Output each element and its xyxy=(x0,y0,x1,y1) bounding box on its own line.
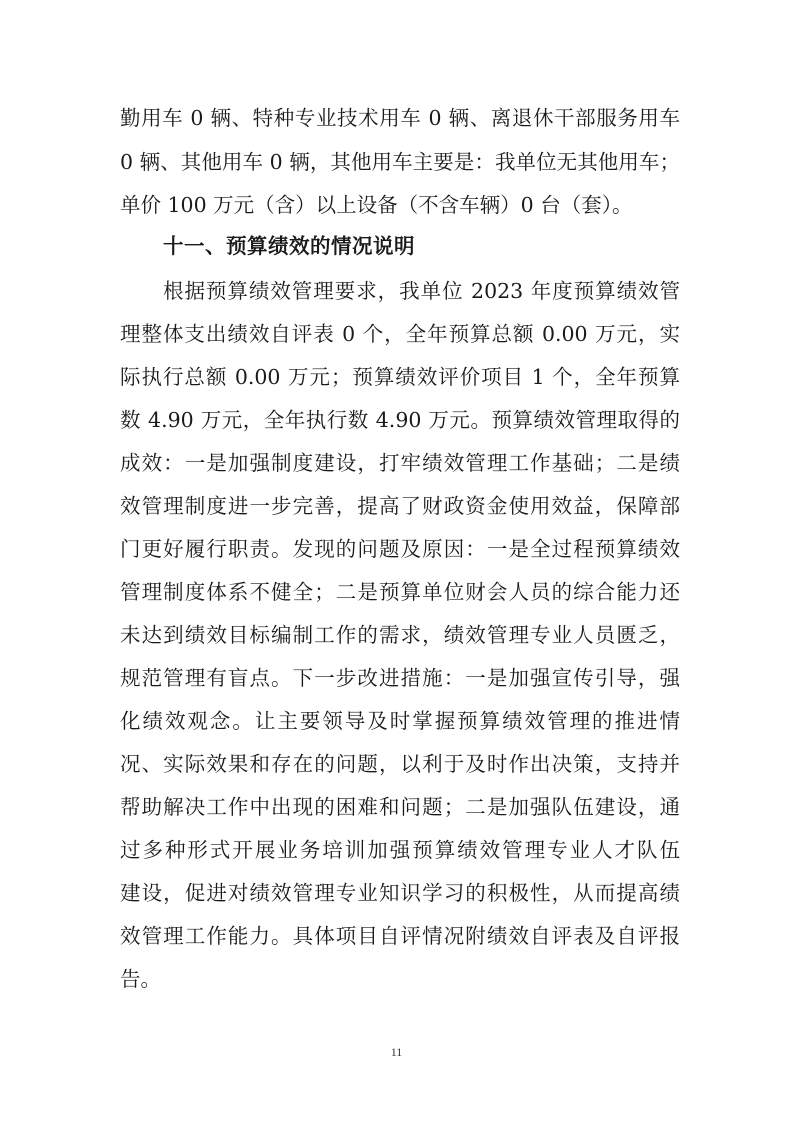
paragraph-line: 帮助解决工作中出现的困难和问题；二是加强队伍建设，通 xyxy=(120,795,680,819)
paragraph-line: 效管理工作能力。具体项目自评情况附绩效自评表及自评报 xyxy=(120,924,680,948)
paragraph-line: 单价 100 万元（含）以上设备（不含车辆）0 台（套）。 xyxy=(120,193,633,217)
paragraph-line: 数 4.90 万元，全年执行数 4.90 万元。预算绩效管理取得的 xyxy=(120,408,680,432)
paragraph-line: 成效：一是加强制度建设，打牢绩效管理工作基础；二是绩 xyxy=(120,451,680,475)
paragraph-line: 理整体支出绩效自评表 0 个，全年预算总额 0.00 万元，实 xyxy=(120,322,680,346)
paragraph-line: 过多种形式开展业务培训加强预算绩效管理专业人才队伍 xyxy=(120,838,680,862)
paragraph-line: 际执行总额 0.00 万元；预算绩效评价项目 1 个，全年预算 xyxy=(120,365,680,389)
paragraph-line: 告。 xyxy=(120,967,161,991)
paragraph-line: 化绩效观念。让主要领导及时掌握预算绩效管理的推进情 xyxy=(120,709,680,733)
paragraph-line: 0 辆、其他用车 0 辆，其他用车主要是：我单位无其他用车； xyxy=(120,150,680,174)
paragraph-line: 规范管理有盲点。下一步改进措施：一是加强宣传引导，强 xyxy=(120,666,680,690)
page-number: 11 xyxy=(390,1045,403,1059)
paragraph-line: 效管理制度进一步完善，提高了财政资金使用效益，保障部 xyxy=(120,494,680,518)
paragraph-line: 门更好履行职责。发现的问题及原因：一是全过程预算绩效 xyxy=(120,537,680,561)
paragraph-line: 况、实际效果和存在的问题，以利于及时作出决策，支持并 xyxy=(120,752,680,776)
paragraph-line: 勤用车 0 辆、特种专业技术用车 0 辆、离退休干部服务用车 xyxy=(120,106,680,130)
paragraph-line: 管理制度体系不健全；二是预算单位财会人员的综合能力还 xyxy=(120,580,680,604)
paragraph-line: 建设，促进对绩效管理专业知识学习的积极性，从而提高绩 xyxy=(120,881,680,905)
paragraph-line: 根据预算绩效管理要求，我单位 2023 年度预算绩效管 xyxy=(163,279,680,303)
paragraph-line: 未达到绩效目标编制工作的需求，绩效管理专业人员匮乏， xyxy=(120,623,680,647)
section-heading: 十一、预算绩效的情况说明 xyxy=(163,234,415,258)
